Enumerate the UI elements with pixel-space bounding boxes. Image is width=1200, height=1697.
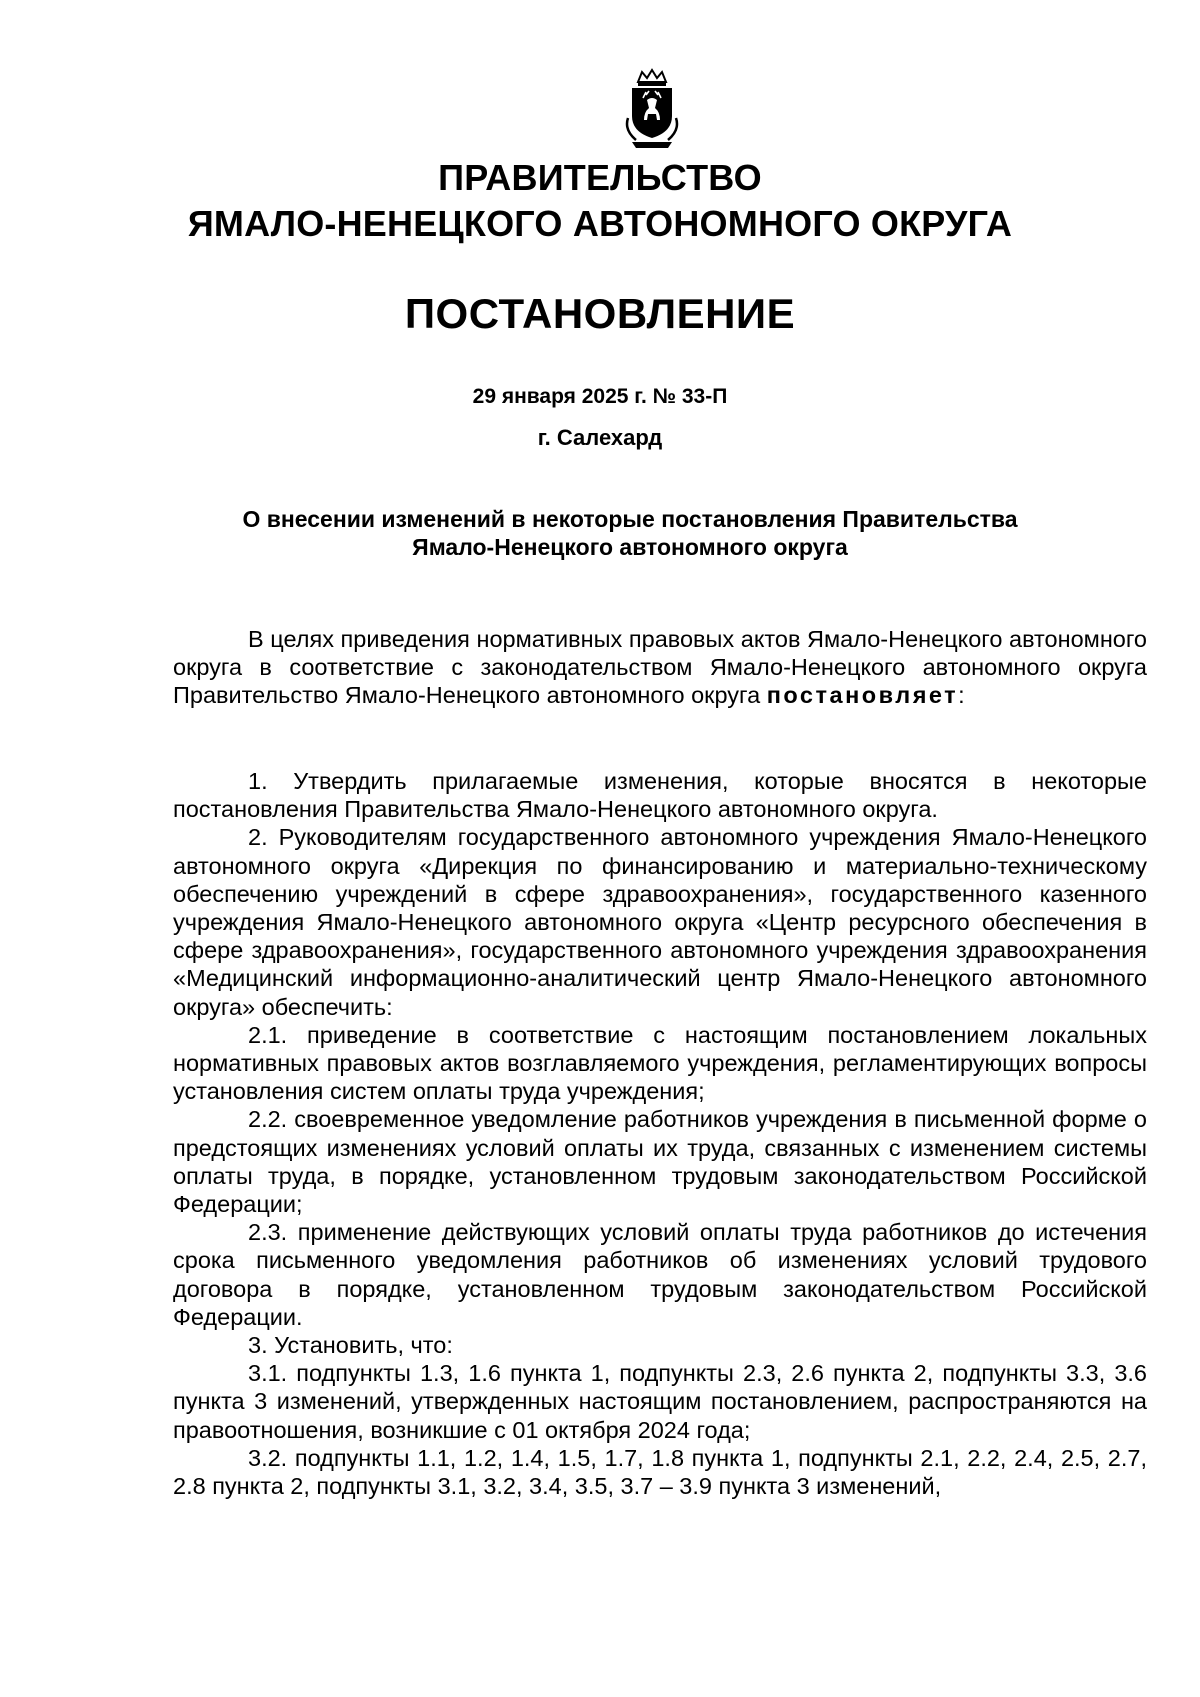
document-date-number: 29 января 2025 г. № 33-П bbox=[472, 385, 728, 408]
preamble-paragraph bbox=[173, 625, 1147, 710]
coat-of-arms-icon bbox=[618, 68, 686, 152]
document-city: г. Салехард bbox=[537, 425, 663, 450]
preamble-tail: : bbox=[958, 682, 965, 709]
org-title-line1: ПРАВИТЕЛЬСТВО bbox=[438, 157, 762, 198]
paragraph-item-2-1: 2.1. приведение в соответствие с настоящим постановлением локальных нормативных правовых актов возглавляемого учреждения, регламентирующих вопросы установления систем оплаты труда учреждения; bbox=[173, 1021, 1147, 1105]
paragraph-item-3-1: 3.1. подпункты 1.3, 1.6 пункта 1, подпункты 2.3, 2.6 пункта 2, подпункты 3.3, 3.6 пункта 3 изменений, утвержденных настоящим постановлением, распространяются на правоотношения, возникшие с 01 октября 2024 года; bbox=[173, 1360, 1147, 1443]
paragraph-item-2: 2. Руководителям государственного автономного учреждения Ямало-Ненецкого автономного округа «Дирекция по финансированию и материально-техническому обеспечению учреждений в сфере здравоохранения», государственного казенного учреждения Ямало-Ненецкого автономного округа «Центр ресурсного обеспечения в сфере здравоохранения», государственного автономного учреждения здравоохранения «Медицинский информационно-аналитический центр Ямало-Ненецкого автономного округа» обеспечить: bbox=[173, 824, 1147, 1020]
paragraph-item-3-2: 3.2. подпункты 1.1, 1.2, 1.4, 1.5, 1.7, 1.8 пункта 1, подпункты 2.1, 2.2, 2.4, 2.5, 2.7, 2.8 пункта 2, подпункты 3.1, 3.2, 3.4, 3.5, 3.7 – 3.9 пункта 3 изменений, bbox=[173, 1444, 1147, 1500]
paragraph-item-2-2: 2.2. своевременное уведомление работников учреждения в письменной форме о предстоящих изменениях условий оплаты их труда, связанных с изменением системы оплаты труда, в порядке, установленном трудовым законодательством Российской Федерации; bbox=[173, 1106, 1147, 1218]
document-type-title: ПОСТАНОВЛЕНИЕ bbox=[404, 290, 796, 337]
document-body bbox=[173, 767, 1147, 1500]
paragraph-item-2-3: 2.3. применение действующих условий оплаты труда работников до истечения срока письменного уведомления работников об изменениях условий трудового договора в порядке, установленном трудовым законодательством Российской Федерации. bbox=[173, 1219, 1147, 1330]
preamble-text: В целях приведения нормативных правовых актов Ямало-Ненецкого автономного округа в соответствие с законодательством Ямало-Ненецкого автономного округа Правительство Ямало-Ненецкого автономного округа bbox=[173, 626, 1147, 709]
decree-word: постановляет bbox=[766, 682, 959, 709]
document-subject bbox=[150, 505, 1110, 561]
paragraph-item-1: 1. Утвердить прилагаемые изменения, которые вносятся в некоторые постановления Правительства Ямало-Ненецкого автономного округа. bbox=[173, 768, 1147, 823]
preamble bbox=[173, 625, 1147, 710]
subject-line1: О внесении изменений в некоторые постановления Правительства bbox=[242, 506, 1018, 532]
org-title-line2: ЯМАЛО-НЕНЕЦКОГО АВТОНОМНОГО ОКРУГА bbox=[187, 203, 1013, 244]
subject-line2: Ямало-Ненецкого автономного округа bbox=[412, 534, 848, 560]
paragraph-item-3: 3. Установить, что: bbox=[248, 1332, 453, 1359]
